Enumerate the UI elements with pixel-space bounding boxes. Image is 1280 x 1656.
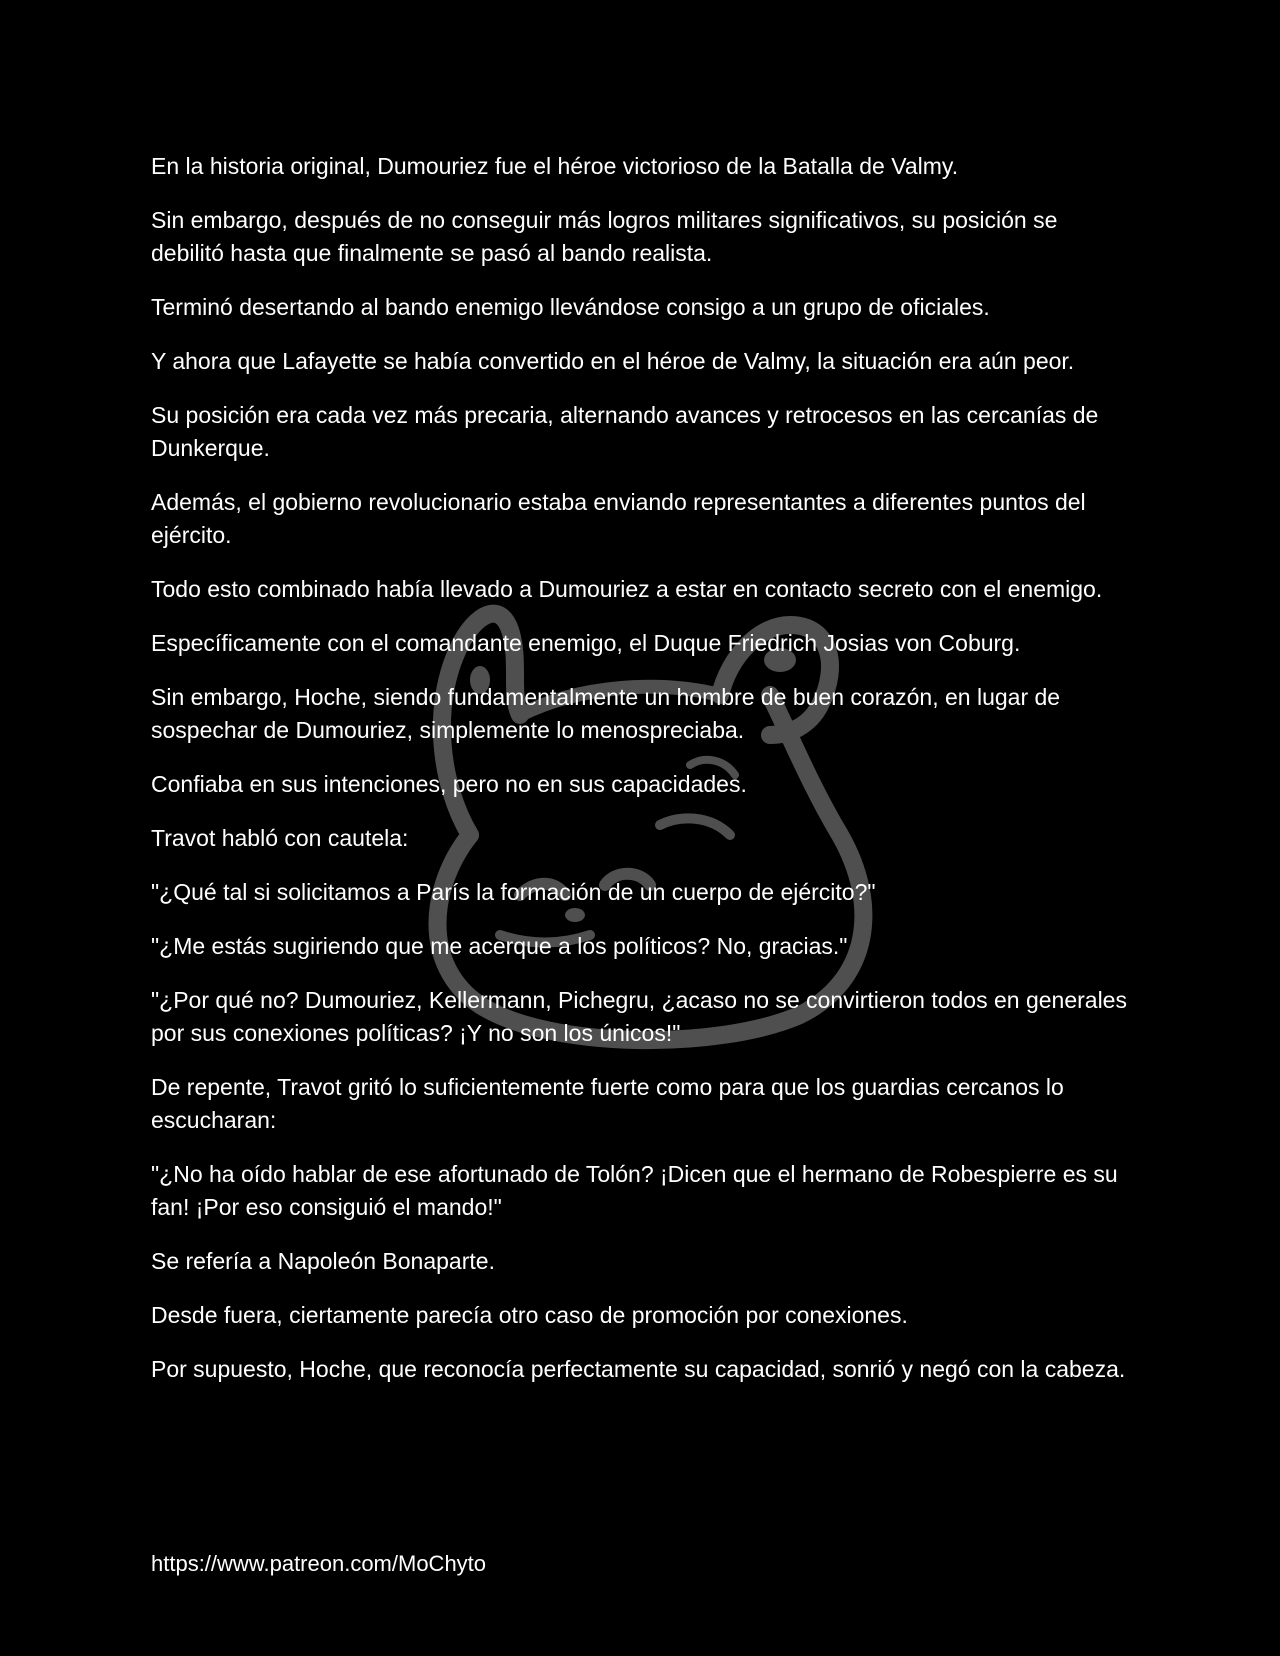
paragraph: Travot habló con cautela: <box>151 825 409 851</box>
paragraph: Específicamente con el comandante enemigo, el Duque Friedrich Josias von Coburg. <box>151 630 1021 656</box>
paragraph: "¿Me estás sugiriendo que me acerque a los políticos? No, gracias." <box>151 933 848 959</box>
paragraph: "¿No ha oído hablar de ese afortunado de Tolón? ¡Dicen que el hermano de Robespierre es su fan! ¡Por eso consiguió el mando!" <box>151 1161 1118 1220</box>
paragraph: Y ahora que Lafayette se había convertido en el héroe de Valmy, la situación era aún peor. <box>151 348 1075 374</box>
chapter-text <box>151 150 1131 1407</box>
paragraph: Sin embargo, Hoche, siendo fundamentalmente un hombre de buen corazón, en lugar de sospechar de Dumouriez, simplemente lo menospreciaba. <box>151 684 1061 743</box>
paragraph: Se refería a Napoleón Bonaparte. <box>151 1248 495 1274</box>
paragraph: Sin embargo, después de no conseguir más logros militares significativos, su posición se debilitó hasta que finalmente se pasó al bando realista. <box>151 207 1058 266</box>
paragraph: Confiaba en sus intenciones, pero no en sus capacidades. <box>151 771 747 797</box>
paragraph: Además, el gobierno revolucionario estaba enviando representantes a diferentes puntos del ejército. <box>151 489 1086 548</box>
paragraph: "¿Qué tal si solicitamos a París la formación de un cuerpo de ejército?" <box>151 879 876 905</box>
paragraph: Todo esto combinado había llevado a Dumouriez a estar en contacto secreto con el enemigo. <box>151 576 1103 602</box>
paragraph: Terminó desertando al bando enemigo llevándose consigo a un grupo de oficiales. <box>151 294 990 320</box>
paragraph: Por supuesto, Hoche, que reconocía perfectamente su capacidad, sonrió y negó con la cabeza. <box>151 1356 1126 1382</box>
paragraph: Desde fuera, ciertamente parecía otro caso de promoción por conexiones. <box>151 1302 908 1328</box>
paragraph: De repente, Travot gritó lo suficientemente fuerte como para que los guardias cercanos lo escucharan: <box>151 1074 1064 1133</box>
paragraph: "¿Por qué no? Dumouriez, Kellermann, Pichegru, ¿acaso no se convirtieron todos en generales por sus conexiones políticas? ¡Y no son los únicos!" <box>151 987 1127 1046</box>
patreon-link[interactable]: https://www.patreon.com/MoChyto <box>151 1551 487 1576</box>
paragraph: En la historia original, Dumouriez fue el héroe victorioso de la Batalla de Valmy. <box>151 153 959 179</box>
paragraph: Su posición era cada vez más precaria, alternando avances y retrocesos en las cercanías de Dunkerque. <box>151 402 1099 461</box>
